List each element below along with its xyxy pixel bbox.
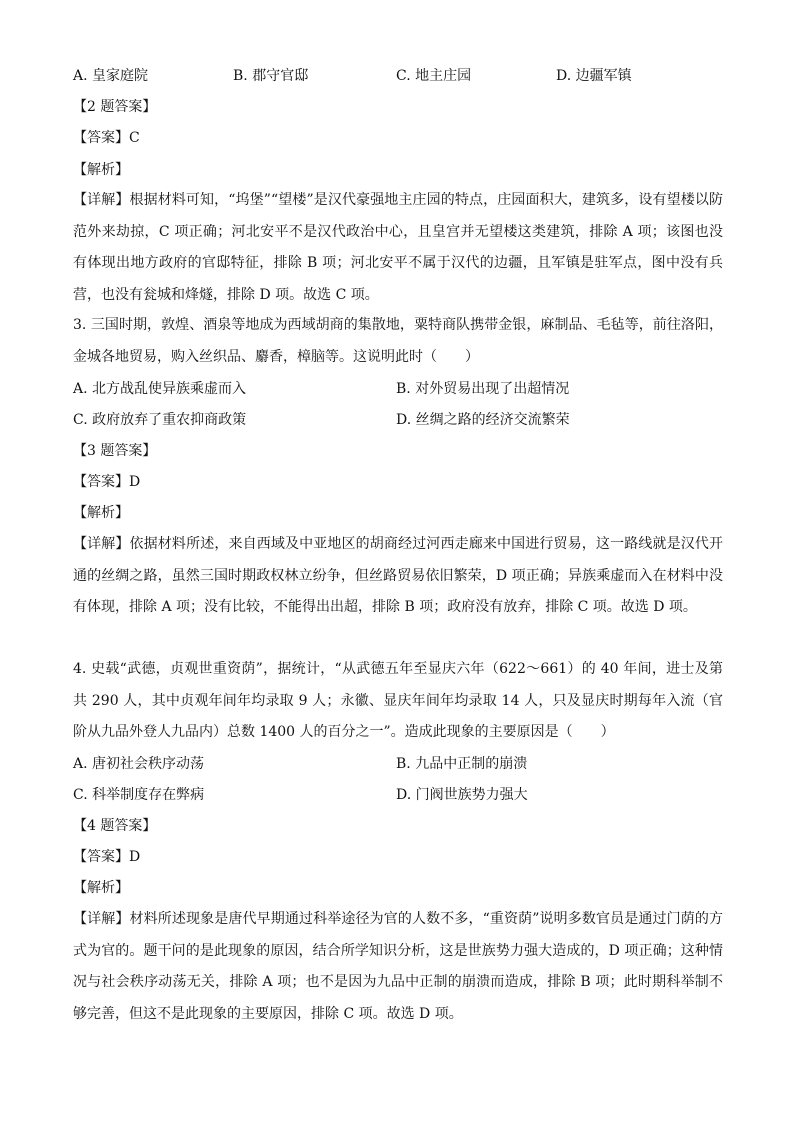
q4-analysis-label: 【解析】: [73, 880, 129, 896]
q4-detail: 【详解】材料所述现象是唐代早期通过科举途径为官的人数不多，“重资荫”说明多数官员是通过门荫的方式为官的。题干问的是此现象的原因，结合所学知识分析，这是世族势力强大造成的，D 项正确；这种情况与社会秩序动荡无关，排除 A 项；也不是因为九品中正制的崩溃而造成，排除 B 项；此时期科举制不够完善，但这不是此现象的主要原因，排除 C 项。故选 D 项。: [73, 911, 723, 1022]
q3-answer-heading: 【3 题答案】: [73, 443, 157, 459]
q2-option-d: D. 边疆军镇: [556, 68, 632, 84]
q2-option-b: B. 郡守官邸: [233, 68, 309, 84]
q2-detail: 【详解】根据材料可知，“坞堡”“望楼”是汉代豪强地主庄园的特点，庄园面积大，建筑多，设有望楼以防范外来劫掠，C 项正确；河北安平不是汉代政治中心，且皇宫并无望楼这类建筑，排除 A 项；该图也没有体现出地方政府的官邸特征，排除 B 项；河北安平不属于汉代的边疆，且军镇是驻军点，图中没有兵营，也没有瓮城和烽燧，排除 D 项。故选 C 项。: [73, 192, 723, 303]
q3-option-a: A. 北方战乱使异族乘虚而入: [73, 381, 247, 397]
q4-option-a: A. 唐初社会秩序动荡: [73, 756, 205, 772]
q4-option-b: B. 九品中正制的崩溃: [396, 756, 528, 772]
q3-answer: 【答案】D: [73, 474, 141, 490]
q4-option-c: C. 科举制度存在弊病: [73, 787, 205, 803]
q2-answer-heading: 【2 题答案】: [73, 99, 157, 115]
q2-option-a: A. 皇家庭院: [73, 68, 149, 84]
q3-option-c: C. 政府放弃了重农抑商政策: [73, 412, 247, 428]
q4-answer-heading: 【4 题答案】: [73, 818, 157, 834]
q4-answer: 【答案】D: [73, 849, 141, 865]
q3-analysis-label: 【解析】: [73, 505, 129, 521]
q2-option-c: C. 地主庄园: [396, 68, 472, 84]
q2-answer: 【答案】C: [73, 130, 140, 146]
q4-option-d: D. 门阀世族势力强大: [396, 787, 528, 803]
q3-detail: 【详解】依据材料所述，来自西域及中亚地区的胡商经过河西走廊来中国进行贸易，这一路线就是汉代开通的丝绸之路，虽然三国时期政权林立纷争，但丝路贸易依旧繁荣，D 项正确；异族乘虚而入在材料中没有体现，排除 A 项；没有比较，不能得出出超，排除 B 项；政府没有放弃，排除 C 项。故选 D 项。: [73, 536, 723, 615]
q3-stem: 3. 三国时期，敦煌、酒泉等地成为西域胡商的集散地，粟特商队携带金银，麻制品、毛毡等，前往洛阳，金城各地贸易，购入丝织品、麝香，樟脑等。这说明此时（ ）: [73, 317, 723, 365]
q3-option-d: D. 丝绸之路的经济交流繁荣: [396, 412, 570, 428]
q4-stem: 4. 史载“武德，贞观世重资荫”，据统计，“从武德五年至显庆六年（622～661）的 40 年间，进士及第共 290 人，其中贞观年间年均录取 9 人；永徽、显庆年间年均录取 14 人，只及显庆时期每年入流（官阶从九品外登人九品内）总数 1400 人的百分之一”。造成此现象的主要原因是（ ）: [73, 661, 723, 740]
q3-option-b: B. 对外贸易出现了出超情况: [396, 381, 570, 397]
q2-analysis-label: 【解析】: [73, 162, 129, 178]
